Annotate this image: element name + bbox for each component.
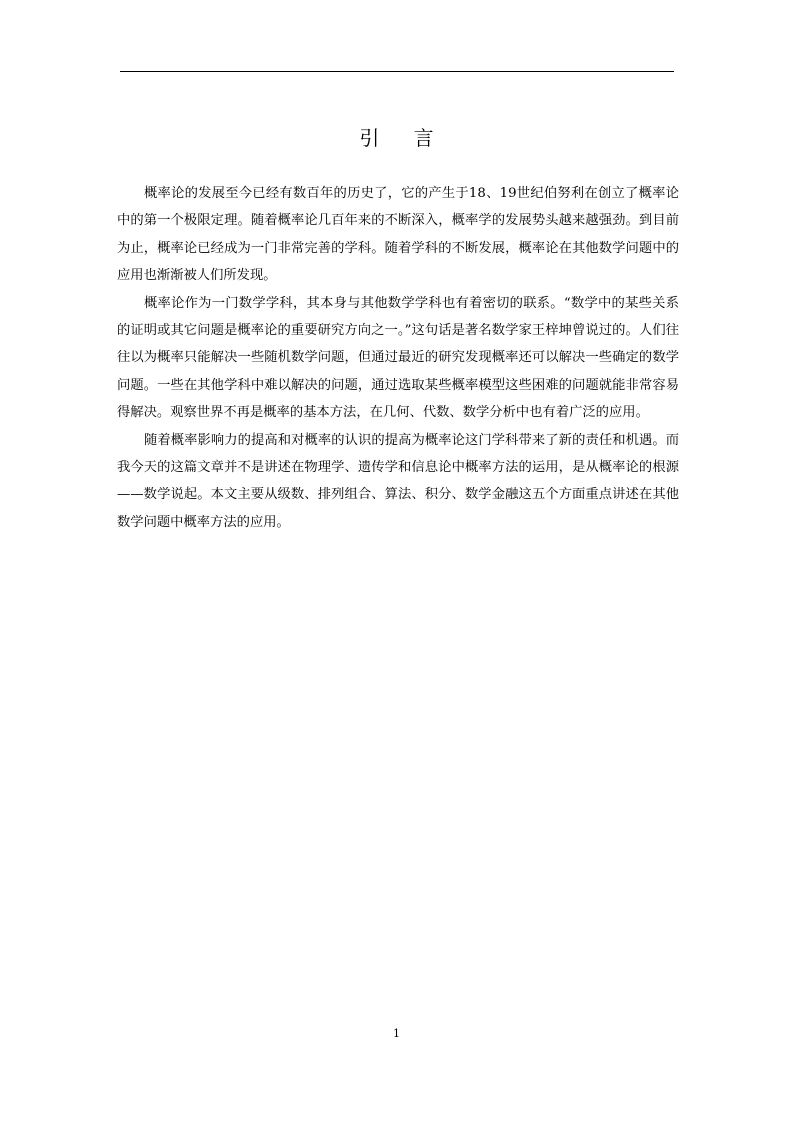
page-number: 1 bbox=[393, 1027, 400, 1040]
body-text bbox=[117, 180, 679, 536]
section-title: 引 言 bbox=[359, 126, 448, 150]
paragraph-3: 随着概率影响力的提高和对概率的认识的提高为概率论这门学科带来了新的责任和机遇。而我今天的这篇文章并不是讲述在物理学、遗传学和信息论中概率方法的运用，是从概率论的根源——数学说起。本文主要从级数、排列组合、算法、积分、数学金融这五个方面重点讲述在其他数学问题中概率方法的应用。 bbox=[117, 432, 679, 530]
paragraph-2: 概率论作为一门数学学科，其本身与其他数学学科也有着密切的联系。“数学中的某些关系的证明或其它问题是概率论的重要研究方向之一。”这句话是著名数学家王梓坤曾说过的。人们往往以为概率只能解决一些随机数学问题，但通过最近的研究发现概率还可以解决一些确定的数学问题。一些在其他学科中难以解决的问题，通过选取某些概率模型这些困难的问题就能非常容易得解决。观察世界不再是概率的基本方法，在几何、代数、数学分析中也有着广泛的应用。 bbox=[117, 295, 679, 421]
header-rule bbox=[120, 71, 674, 72]
paragraph-1: 概率论的发展至今已经有数百年的历史了，它的产生于18、19世纪伯努利在创立了概率论中的第一个极限定理。随着概率论几百年来的不断深入，概率学的发展势头越来越强劲。到目前为止，概率论已经成为一门非常完善的学科。随着学科的不断发展，概率论在其他数学问题中的应用也渐渐被人们所发现。 bbox=[117, 186, 679, 284]
